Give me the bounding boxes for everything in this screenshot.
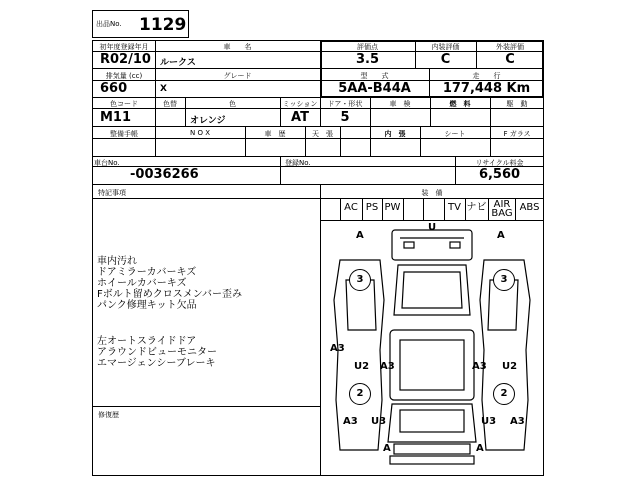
damage-mark: U3 <box>371 416 387 427</box>
doors-label: ドア・形状 <box>327 100 363 108</box>
equip-tv: TV <box>448 202 461 213</box>
damage-mark: U3 <box>481 416 497 427</box>
equip-airbag: AIR BAG <box>491 199 513 219</box>
color-value: オレンジ <box>190 116 226 126</box>
mission-value: AT <box>291 110 309 125</box>
model-label: 型 式 <box>360 72 389 80</box>
grade-label: グレード <box>223 72 252 80</box>
interior-trim-label: 内 張 <box>384 130 406 138</box>
equip-pw: PW <box>384 202 401 213</box>
note-line: Fボルト留めクロスメンバー歪み <box>97 289 243 300</box>
manual-label: 整備手帳 <box>110 130 138 138</box>
mileage-value: 177,448 Km <box>442 81 531 96</box>
score-value: 3.5 <box>355 52 380 67</box>
doors-value: 5 <box>340 110 350 125</box>
damage-mark: A3 <box>330 343 345 354</box>
damage-circle: 3 <box>493 269 515 291</box>
displacement-value: 660 <box>100 81 128 96</box>
sunroof-label: 天 張 <box>312 130 333 138</box>
damage-circle: 3 <box>349 269 371 291</box>
first-reg-label: 初年度登録年月 <box>99 43 149 51</box>
fglass-label: F ガラス <box>503 130 531 138</box>
damage-mark: U2 <box>354 361 370 372</box>
color-code-value: M11 <box>100 110 132 125</box>
grade-value: X <box>160 84 167 94</box>
damage-mark: A3 <box>343 416 358 427</box>
model-value: 5AA-B44A <box>338 81 411 96</box>
equip-abs: ABS <box>519 202 540 213</box>
mission-label: ミッション <box>282 100 318 108</box>
damage-mark: A <box>356 230 364 241</box>
equipment-label: 装 備 <box>421 189 443 197</box>
nox-label: N O X <box>190 129 210 137</box>
car-name-label: 車 名 <box>223 43 252 51</box>
repair-history-label: 修復歴 <box>98 411 119 419</box>
car-name-value: ルークス <box>160 58 196 68</box>
note-line: ホイールカバーキズ <box>97 278 187 289</box>
exterior-grade-label: 外装評価 <box>496 43 524 51</box>
equip-ac: AC <box>344 202 358 213</box>
interior-grade-label: 内装評価 <box>431 43 460 51</box>
listing-number-box <box>92 10 189 38</box>
equip-ps: PS <box>365 202 379 213</box>
color-label: 色 <box>229 100 236 108</box>
mileage-label: 走 行 <box>472 72 501 80</box>
damage-mark: A3 <box>472 361 487 372</box>
first-reg-value: R02/10 <box>100 52 151 67</box>
note-line: 左オートスライドドア <box>97 336 197 347</box>
note-line: エマージェンシーブレーキ <box>97 358 216 369</box>
chassis-value: -0036266 <box>130 167 199 182</box>
displacement-label: 排気量 (cc) <box>105 72 143 80</box>
damage-mark: U2 <box>502 361 518 372</box>
drive-label: 駆 動 <box>506 100 528 108</box>
note-line: ドアミラーカバーキズ <box>97 267 197 278</box>
recycle-label: リサイクル料金 <box>475 159 524 167</box>
fuel-label: 燃 料 <box>449 100 471 108</box>
damage-mark: A <box>383 443 391 454</box>
equipment-row <box>320 198 544 220</box>
note-line: アラウンドビューモニター <box>97 347 217 358</box>
color-code-label: 色コード <box>110 100 138 108</box>
listing-number: 1129 <box>139 15 187 35</box>
damage-mark: A <box>497 230 505 241</box>
seat-label: シート <box>444 130 466 138</box>
exterior-grade-value: C <box>505 52 515 67</box>
chassis-label: 車台No. <box>94 159 120 167</box>
equip-navi: ナビ <box>466 202 487 213</box>
repaint-label: 色替 <box>163 100 177 108</box>
damage-mark: U <box>428 222 437 233</box>
interior-grade-value: C <box>440 52 451 67</box>
notes-label: 特記事項 <box>98 189 126 197</box>
history-label: 車 歴 <box>264 130 286 138</box>
recycle-value: 6,560 <box>478 167 521 182</box>
score-label: 評価点 <box>357 43 378 51</box>
reg-no-label: 登録No. <box>285 159 311 167</box>
damage-circle: 2 <box>349 383 371 405</box>
listing-number-label: 出品No. <box>96 20 122 28</box>
damage-circle: 2 <box>493 383 515 405</box>
damage-mark: A3 <box>380 361 395 372</box>
note-line: パンク修理キット欠品 <box>97 300 197 311</box>
damage-mark: A3 <box>510 416 525 427</box>
inspection-label: 車 検 <box>389 100 411 108</box>
damage-mark: A <box>476 443 484 454</box>
note-line: 車内汚れ <box>97 256 137 267</box>
car-damage-diagram <box>320 220 544 476</box>
